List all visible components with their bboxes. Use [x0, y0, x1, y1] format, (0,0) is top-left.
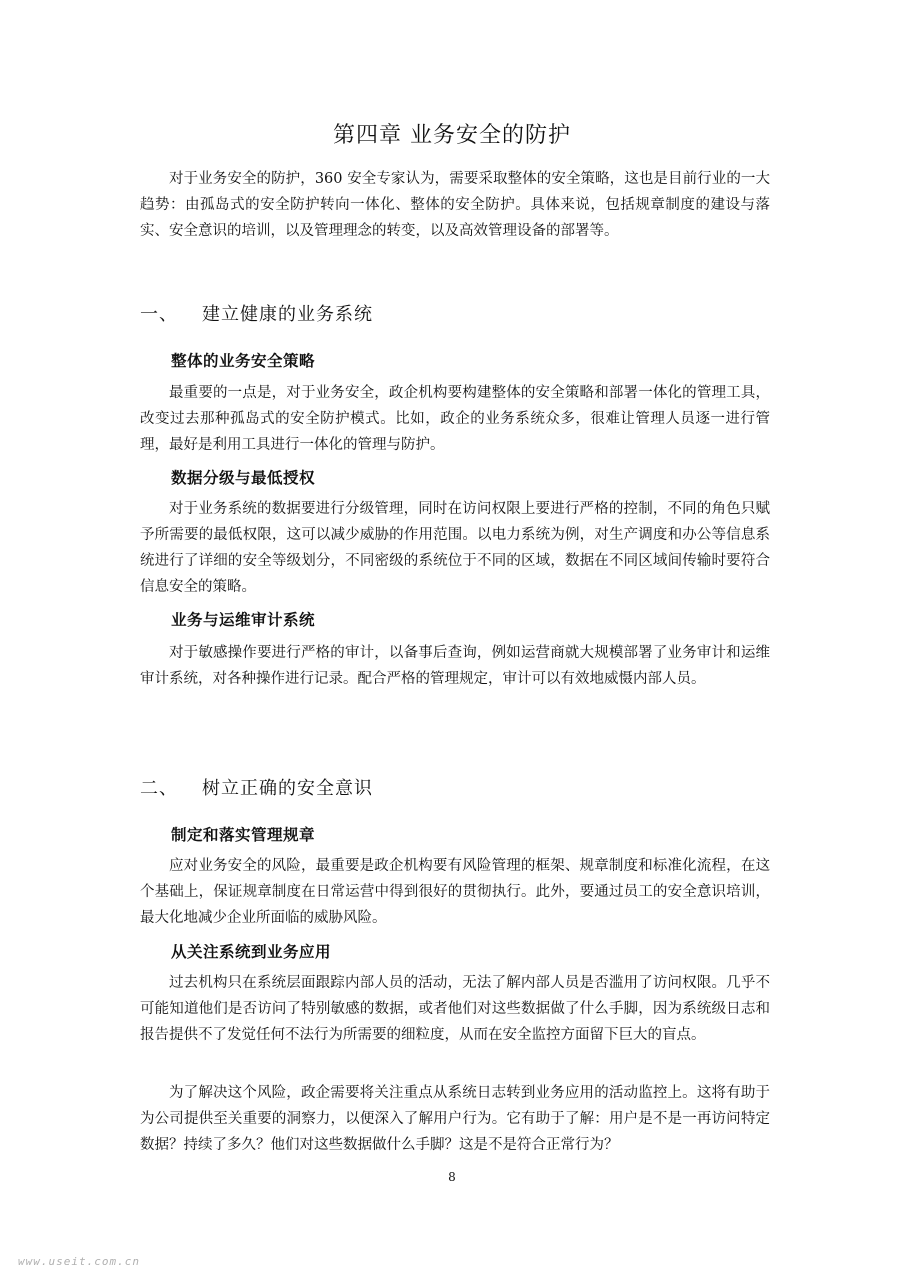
- section-2-number: 二、: [140, 778, 178, 799]
- subsection-1-3-paragraph: 对于敏感操作要进行严格的审计，以备事后查询，例如运营商就大规模部署了业务审计和运维审计系统，对各种操作进行记录。配合严格的管理规定，审计可以有效地威慑内部人员。: [140, 645, 770, 687]
- subsection-1-3-heading: 业务与运维审计系统: [171, 611, 316, 629]
- subsection-1-2-paragraph: 对于业务系统的数据要进行分级管理，同时在访问权限上要进行严格的控制，不同的角色只赋予所需要的最低权限，这可以减少威胁的作用范围。以电力系统为例，对生产调度和办公等信息系统进行了详细的安全等级划分，不同密级的系统位于不同的区域，数据在不同区域间传输时要符合信息安全的策略。: [140, 501, 770, 595]
- intro-paragraph: 对于业务安全的防护，360 安全专家认为，需要采取整体的安全策略，这也是目前行业的一大趋势：由孤岛式的安全防护转向一体化、整体的安全防护。具体来说，包括规章制度的建设与落实、安全意识的培训，以及管理理念的转变，以及高效管理设备的部署等。: [140, 171, 770, 239]
- subsection-1-1-paragraph: 最重要的一点是，对于业务安全，政企机构要构建整体的安全策略和部署一体化的管理工具，改变过去那种孤岛式的安全防护模式。比如，政企的业务系统众多，很难让管理人员逐一进行管理，最好是利用工具进行一体化的管理与防护。: [140, 385, 770, 453]
- subsection-2-2-paragraph-1: 过去机构只在系统层面跟踪内部人员的活动，无法了解内部人员是否滥用了访问权限。几乎不可能知道他们是否访问了特别敏感的数据，或者他们对这些数据做了什么手脚，因为系统级日志和报告提供不了发觉任何不法行为所需要的细粒度，从而在安全监控方面留下巨大的盲点。: [140, 975, 770, 1043]
- subsection-1-1-heading: 整体的业务安全策略: [171, 352, 316, 370]
- subsection-2-1-heading: 制定和落实管理规章: [171, 826, 316, 844]
- section-1-title: 建立健康的业务系统: [202, 304, 373, 325]
- subsection-1-2-heading: 数据分级与最低授权: [171, 469, 316, 487]
- section-1-number: 一、: [140, 304, 178, 325]
- subsection-2-2-paragraph-2: 为了解决这个风险，政企需要将关注重点从系统日志转到业务应用的活动监控上。这将有助于为公司提供至关重要的洞察力，以便深入了解用户行为。它有助于了解：用户是不是一再访问特定数据？持续了多久？他们对这些数据做什么手脚？这是不是符合正常行为？: [140, 1085, 770, 1153]
- page-number: 8: [448, 1170, 456, 1184]
- watermark: www.useit.com.cn: [18, 1255, 140, 1268]
- chapter-title: 第四章 业务安全的防护: [333, 123, 571, 148]
- section-1-heading: [140, 300, 373, 326]
- subsection-2-2-heading: 从关注系统到业务应用: [171, 943, 332, 961]
- subsection-2-1-paragraph: 应对业务安全的风险，最重要是政企机构要有风险管理的框架、规章制度和标准化流程，在这个基础上，保证规章制度在日常运营中得到很好的贯彻执行。此外，要通过员工的安全意识培训，最大化地减少企业所面临的威胁风险。: [140, 858, 770, 926]
- section-2-title: 树立正确的安全意识: [202, 778, 373, 799]
- section-2-heading: [140, 774, 373, 800]
